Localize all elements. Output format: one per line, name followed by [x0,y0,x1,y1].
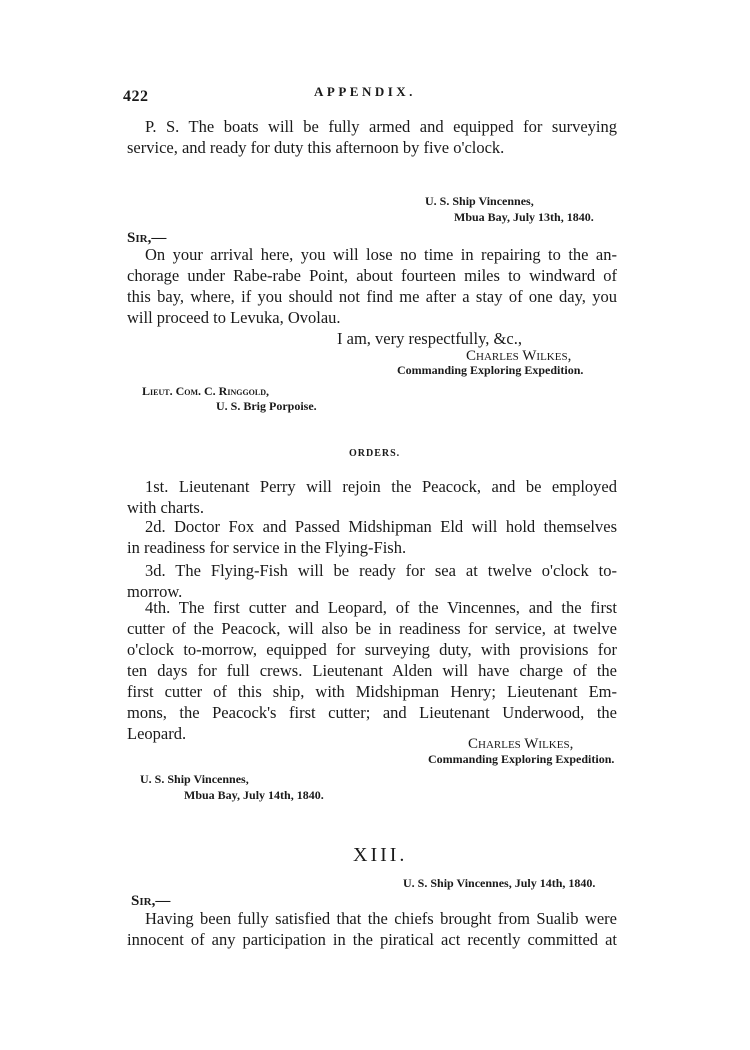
letter1-addressee-2: U. S. Brig Porpoise. [216,399,317,413]
orders-item3-line-2: morrow. [127,582,183,601]
letter1-dateline-2: Mbua Bay, July 13th, 1840. [454,210,594,224]
orders-signature: Charles Wilkes, [468,736,574,752]
orders-item2-line-2: in readiness for service in the Flying-Fish. [127,538,407,557]
orders-item4-line-1: 4th. The first cutter and Leopard, of the Vincennes, and the first [145,598,617,617]
letter1-signature: Charles Wilkes, [466,348,572,364]
orders-item4-line-2: cutter of the Peacock, will also be in readiness for service, at twelve [127,619,617,638]
section-13-line-1: Having been fully satisfied that the chiefs brought from Sualib were [145,909,617,928]
orders-item4-line-6: mons, the Peacock's first cutter; and Lieutenant Underwood, the [127,703,617,722]
section-13-line-2: innocent of any participation in the piratical act recently committed at [127,930,617,949]
section-13-heading: XIII. [353,844,408,866]
section-13-salutation: Sir,— [131,893,171,909]
orders-place-1: U. S. Ship Vincennes, [140,772,249,786]
orders-item1-line-1: 1st. Lieutenant Perry will rejoin the Peacock, and be employed [145,477,617,496]
ps-line-2: service, and ready for duty this afternoon by five o'clock. [127,138,505,157]
orders-heading: ORDERS. [349,448,401,459]
orders-item4-line-3: o'clock to-morrow, equipped for surveying duty, with provisions for [127,640,617,659]
orders-item2-line-1: 2d. Doctor Fox and Passed Midshipman Eld will hold themselves [145,517,617,536]
section-13-dateline: U. S. Ship Vincennes, July 14th, 1840. [403,876,596,890]
letter1-dateline-1: U. S. Ship Vincennes, [425,194,534,208]
letter1-line-4: will proceed to Levuka, Ovolau. [127,308,341,327]
letter1-salutation: Sir,— [127,230,167,246]
orders-item4-line-7: Leopard. [127,724,187,743]
orders-item4-line-5: first cutter of this ship, with Midshipman Henry; Lieutenant Em- [127,682,617,701]
letter1-signature-title: Commanding Exploring Expedition. [397,363,584,377]
orders-item3-line-1: 3d. The Flying-Fish will be ready for sea at twelve o'clock to- [145,561,617,580]
letter1-line-1: On your arrival here, you will lose no time in repairing to the an- [145,245,617,264]
running-title: APPENDIX. [314,84,416,99]
letter1-addressee-1: Lieut. Com. C. Ringgold, [142,384,270,398]
letter1-line-2: chorage under Rabe-rabe Point, about fourteen miles to windward of [127,266,617,285]
orders-item4-line-4: ten days for full crews. Lieutenant Alden will have charge of the [127,661,617,680]
orders-signature-title: Commanding Exploring Expedition. [428,752,615,766]
page-number: 422 [123,88,149,105]
letter1-line-3: this bay, where, if you should not find me after a stay of one day, you [127,287,617,306]
ps-line-1: P. S. The boats will be fully armed and equipped for surveying [145,117,617,136]
letter1-closing: I am, very respectfully, &c., [337,329,522,348]
orders-place-2: Mbua Bay, July 14th, 1840. [184,788,324,802]
orders-item1-line-2: with charts. [127,498,204,517]
